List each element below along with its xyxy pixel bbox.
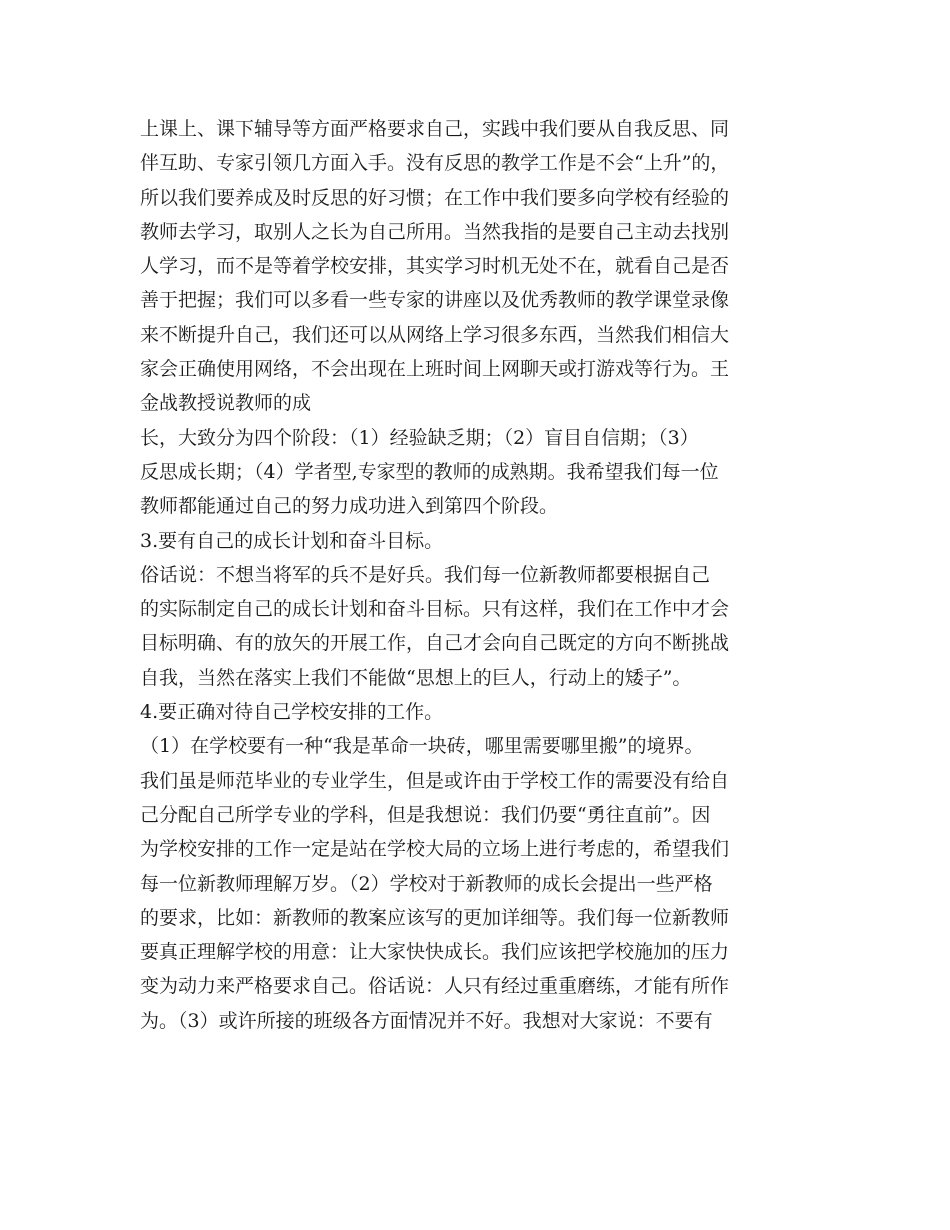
section-heading: 4.要正确对待自己学校安排的工作。 [140, 701, 444, 724]
text-line: 要真正理解学校的用意：让大家快快成长。我们应该把学校施加的压力 [140, 941, 730, 964]
text-line: （1）在学校要有一种“我是革命一块砖，哪里需要哪里搬”的境界。 [140, 735, 704, 758]
text-line: 教师都能通过自己的努力成功进入到第四个阶段。 [140, 495, 559, 518]
text-line: 人学习，而不是等着学校安排，其实学习时机无处不在，就看自己是否 [140, 255, 730, 278]
text-line: 的要求，比如：新教师的教案应该写的更加详细等。我们每一位新教师 [140, 906, 730, 929]
text-line: 伴互助、专家引领几方面入手。没有反思的教学工作是不会“上升”的， [140, 152, 730, 175]
text-line: 己分配自己所学专业的学科，但是我想说：我们仍要“勇往直前”。因 [140, 803, 711, 826]
text-line: 为学校安排的工作一定是站在学校大局的立场上进行考虑的，希望我们 [140, 838, 730, 861]
text-line: 教师去学习，取别人之长为自己所用。当然我指的是要自己主动去找别 [140, 220, 730, 243]
text-line: 家会正确使用网络，不会出现在上班时间上网聊天或打游戏等行为。王 [140, 358, 730, 381]
text-line: 我们虽是师范毕业的专业学生，但是或许由于学校工作的需要没有给自 [140, 769, 730, 792]
document-body [140, 112, 840, 1038]
text-line: 上课上、课下辅导等方面严格要求自己，实践中我们要从自我反思、同 [140, 118, 730, 140]
text-line: 变为动力来严格要求自己。俗话说：人只有经过重重磨练，才能有所作 [140, 975, 730, 998]
text-line: 反思成长期；（4）学者型,专家型的教师的成熟期。我希望我们每一位 [140, 460, 719, 483]
text-line: 俗话说：不想当将军的兵不是好兵。我们每一位新教师都要根据自己 [140, 563, 711, 586]
text-line: 目标明确、有的放矢的开展工作，自己才会向自己既定的方向不断挑战 [140, 632, 730, 655]
text-line: 金战教授说教师的成 [140, 392, 312, 415]
text-line: 为。（3）或许所接的班级各方面情况并不好。我想对大家说：不要有 [140, 1009, 713, 1032]
section-heading: 3.要有自己的成长计划和奋斗目标。 [140, 529, 444, 552]
text-line: 的实际制定自己的成长计划和奋斗目标。只有这样，我们在工作中才会 [140, 598, 730, 621]
text-line: 来不断提升自己，我们还可以从网络上学习很多东西，当然我们相信大 [140, 323, 730, 346]
text-line: 自我，当然在落实上我们不能做“思想上的巨人，行动上的矮子”。 [140, 666, 692, 689]
text-line: 长，大致分为四个阶段：（1）经验缺乏期；（2）盲目自信期；（3） [140, 426, 699, 449]
text-line: 每一位新教师理解万岁。（2）学校对于新教师的成长会提出一些严格 [140, 872, 713, 895]
text-line: 所以我们要养成及时反思的好习惯；在工作中我们要多向学校有经验的 [140, 186, 730, 209]
text-line: 善于把握；我们可以多看一些专家的讲座以及优秀教师的教学课堂录像 [140, 289, 730, 312]
